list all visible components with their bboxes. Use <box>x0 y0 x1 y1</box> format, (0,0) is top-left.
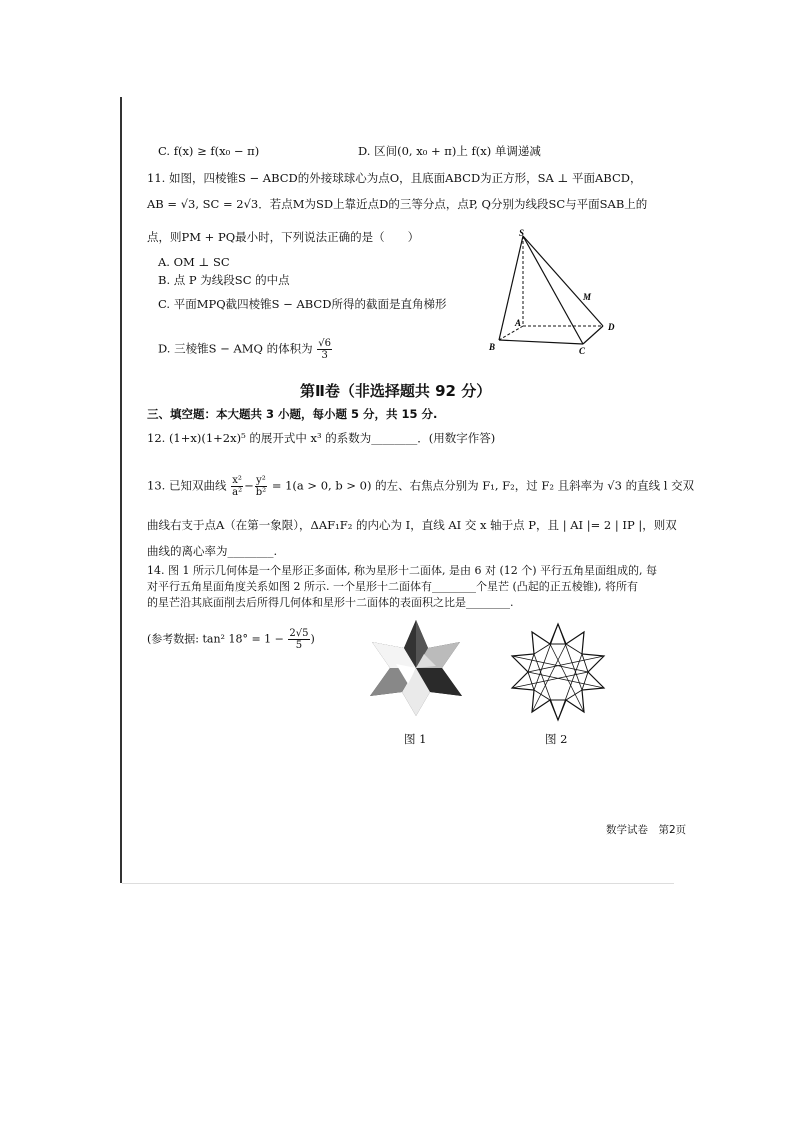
fraction-denominator: 3 <box>321 350 328 361</box>
q11-option-d-text: D. 三棱锥S − AMQ 的体积为 <box>158 341 313 356</box>
vertex-label-c: C <box>579 346 586 356</box>
page-footer: 数学试卷 第2页 <box>606 824 687 836</box>
q13-stem-line2: 曲线右支于点A（在第一象限），ΔAF₁F₂ 的内心为 I，直线 AI 交 x 轴于点 P，且 | AI |= 2 | IP |，则双 <box>147 518 677 532</box>
q13-stem-rest: = 1(a > 0, b > 0) 的左、右焦点分别为 F₁, F₂，过 F₂ 且斜率为 √3 的直线 l 交双 <box>271 478 695 493</box>
fraction-numerator: y² <box>256 475 266 486</box>
q13-fraction-x <box>231 475 243 498</box>
q11-stem-line1: 11. 如图，四棱锥S − ABCD的外接球球心为点O，且底面ABCD为正方形，SA ⊥ 平面ABCD， <box>147 171 642 185</box>
q14-stem-line1: 14. 图 1 所示几何体是一个星形正多面体, 称为星形十二面体, 是由 6 对 (12 个) 平行五角星面组成的, 每 <box>147 564 658 577</box>
q13-fraction-y <box>255 475 267 498</box>
vertex-label-a: A <box>515 318 522 328</box>
stellated-dodecahedron-figure-1 <box>366 618 466 718</box>
q10-option-c: C. f(x) ≥ f(x₀ − π) <box>158 144 260 158</box>
left-margin-rule <box>120 97 122 883</box>
fraction-numerator: √6 <box>318 338 331 349</box>
vertex-label-s: S <box>519 228 525 238</box>
fraction-denominator: a² <box>232 487 243 498</box>
vertex-label-b: B <box>489 342 496 352</box>
q11-option-c: C. 平面MPQ截四棱锥S − ABCD所得的截面是直角梯形 <box>158 297 447 311</box>
reference-fraction <box>288 628 309 651</box>
figure-2-caption: 图 2 <box>545 732 568 746</box>
q12-text: 12. (1+x)(1+2x)⁵ 的展开式中 x³ 的系数为________．(用数字作答) <box>147 431 496 445</box>
q14-stem-line2: 对平行五角星面角度关系如图 2 所示. 一个星形十二面体有________个星芒 (凸起的正五棱锥), 将所有 <box>147 580 639 593</box>
q11-option-d-fraction <box>317 338 332 361</box>
q14-stem-line3: 的星芒沿其底面削去后所得几何体和星形十二面体的表面积之比是________. <box>147 596 514 609</box>
q11-option-a: A. OM ⊥ SC <box>158 255 230 269</box>
q11-option-b: B. 点 P 为线段SC 的中点 <box>158 273 290 287</box>
fraction-numerator: x² <box>232 475 242 486</box>
stellated-dodecahedron-figure-2 <box>508 622 608 722</box>
q11-stem-line2: AB = √3, SC = 2√3．若点M为SD上靠近点D的三等分点，点P, Q分别为线段SC与平面SAB上的 <box>147 197 648 211</box>
bottom-margin-rule <box>122 883 674 884</box>
q11-stem-line3: 点，则PM + PQ最小时，下列说法正确的是（ ） <box>147 230 420 244</box>
part-two-title: 第Ⅱ卷（非选择题共 92 分） <box>300 382 492 400</box>
q13-intro: 13. 已知双曲线 <box>147 478 227 493</box>
q11-option-d <box>158 338 333 361</box>
q13-stem-line1: 13. 已知双曲线 $\frac{\text{x²}}{\text{a²}}$ − $\frac{\text{y²}}{\text{b²}}$ = 1(a > 0, b > 0) 的左、右焦点分别为 F₁, F₂，过 F₂ 且斜率为 √3 的直线 l 交双 <box>147 475 695 498</box>
reference-close: ) <box>310 632 315 646</box>
vertex-label-d: D <box>608 322 615 332</box>
section-three-heading: 三、填空题：本大题共 3 小题，每小题 5 分，共 15 分. <box>147 407 438 421</box>
q10-option-d: D. 区间(0, x₀ + π)上 f(x) 单调递减 <box>358 144 541 158</box>
figure-1-caption: 图 1 <box>404 732 427 746</box>
q14-reference-data <box>147 628 315 651</box>
fraction-denominator: b² <box>255 487 267 498</box>
fraction-numerator: 2√5 <box>289 628 309 639</box>
reference-text: (参考数据: tan² 18° = 1 − <box>147 632 284 646</box>
vertex-label-m: M <box>583 292 592 302</box>
fraction-denominator: 5 <box>295 640 303 651</box>
q13-stem-line3: 曲线的离心率为________. <box>147 544 278 558</box>
pyramid-figure <box>485 228 625 358</box>
